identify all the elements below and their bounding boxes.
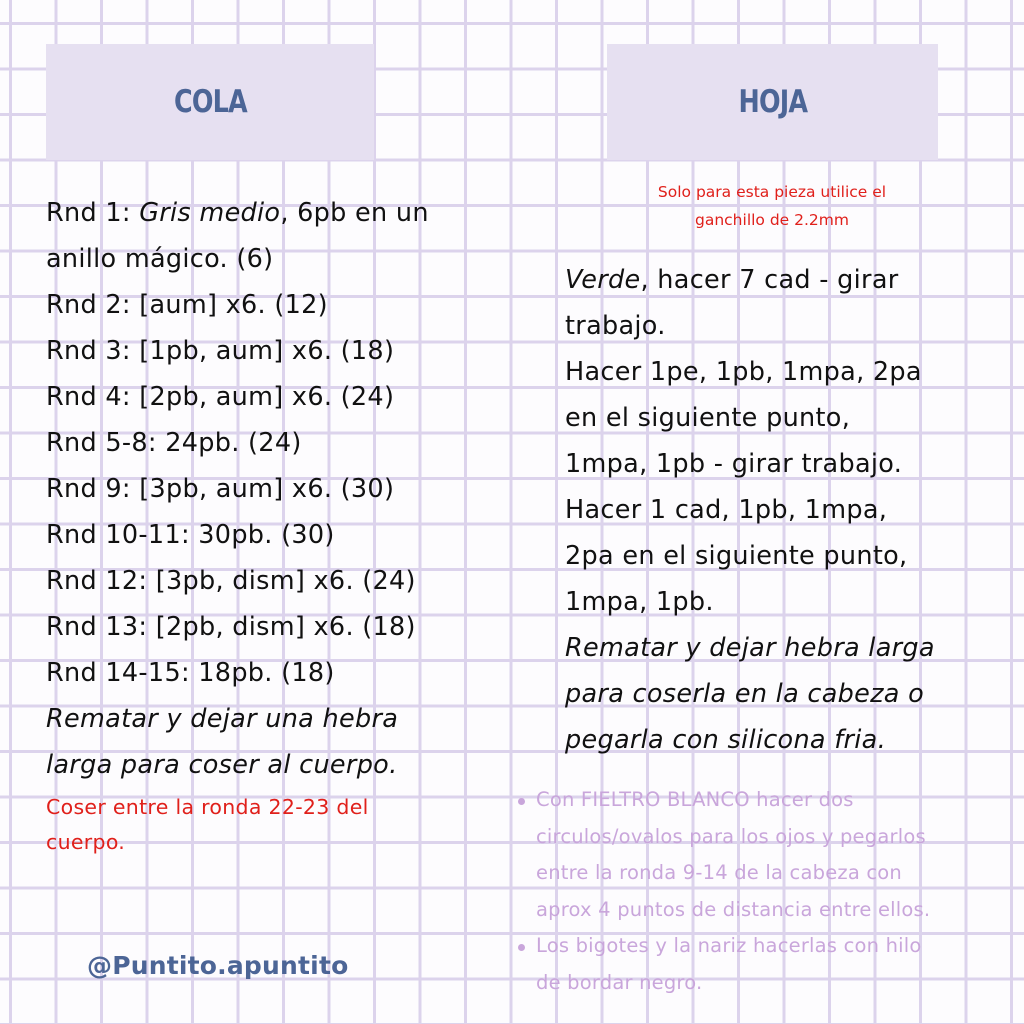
hoja-finish-line: pegarla con silicona fria. (565, 725, 887, 755)
cola-round-line: Rnd 10-11: 30pb. (30) (46, 520, 335, 550)
cola-round-line: Rnd 12: [3pb, dism] x6. (24) (46, 566, 416, 596)
hoja-line: 2pa en el siguiente punto, (565, 541, 908, 571)
note-line: aprox 4 puntos de distancia entre ellos. (536, 897, 931, 921)
cola-round-line: Rnd 3: [1pb, aum] x6. (18) (46, 336, 395, 366)
cola-round-line: Rnd 1: Gris medio, 6pb en un (46, 198, 429, 228)
author-handle: @Puntito.apuntito (87, 951, 349, 980)
note-line: entre la ronda 9-14 de la cabeza con (536, 861, 902, 884)
note-line: circulos/ovalos para los ojos y pegarlos (536, 824, 926, 848)
cola-round-line: Rnd 4: [2pb, aum] x6. (24) (46, 382, 395, 412)
cola-round-line: Rnd 9: [3pb, aum] x6. (30) (46, 474, 395, 504)
hoja-hook-note (600, 178, 944, 234)
hoja-note-line: Solo para esta pieza utilice el (657, 183, 887, 201)
cola-instructions (46, 190, 429, 860)
hoja-note-line: ganchillo de 2.2mm (695, 211, 849, 229)
hoja-line: Verde, hacer 7 cad - girar (565, 265, 899, 295)
note-item (516, 782, 1016, 928)
cola-sew-line: Coser entre la ronda 22-23 del (46, 795, 369, 819)
cola-round-line: Rnd 5-8: 24pb. (24) (46, 428, 302, 458)
hoja-line: Hacer 1 cad, 1pb, 1mpa, (565, 495, 888, 525)
cola-round-line: anillo mágico. (6) (46, 244, 274, 274)
hoja-instructions (565, 257, 935, 763)
note-item (516, 928, 1016, 1001)
cola-finish-line: larga para coser al cuerpo. (46, 750, 398, 780)
cola-title: COLA (173, 84, 247, 120)
cola-sew-line: cuerpo. (46, 830, 126, 854)
bullet-icon (518, 798, 525, 805)
hoja-header-box (607, 44, 938, 160)
note-line: de bordar negro. (536, 970, 703, 994)
hoja-line: en el siguiente punto, (565, 403, 851, 433)
hoja-finish-line: Rematar y dejar hebra larga (565, 633, 935, 663)
cola-round-line: Rnd 13: [2pb, dism] x6. (18) (46, 612, 416, 642)
cola-header-box (46, 44, 374, 160)
hoja-line: 1mpa, 1pb. (565, 587, 714, 617)
cola-round-line: Rnd 14-15: 18pb. (18) (46, 658, 335, 688)
hoja-line: Hacer 1pe, 1pb, 1mpa, 2pa (565, 357, 922, 387)
cola-round-line: Rnd 2: [aum] x6. (12) (46, 290, 328, 320)
hoja-finish-line: para coserla en la cabeza o (565, 679, 925, 709)
hoja-title: HOJA (738, 84, 807, 120)
hoja-line: trabajo. (565, 311, 666, 341)
cola-finish-line: Rematar y dejar una hebra (46, 704, 399, 734)
note-line: Con FIELTRO BLANCO hacer dos (536, 788, 854, 811)
bullet-icon (518, 944, 525, 951)
note-line: Los bigotes y la nariz hacerlas con hilo (536, 934, 922, 957)
hoja-line: 1mpa, 1pb - girar trabajo. (565, 449, 903, 479)
notes-list (516, 782, 1016, 1001)
